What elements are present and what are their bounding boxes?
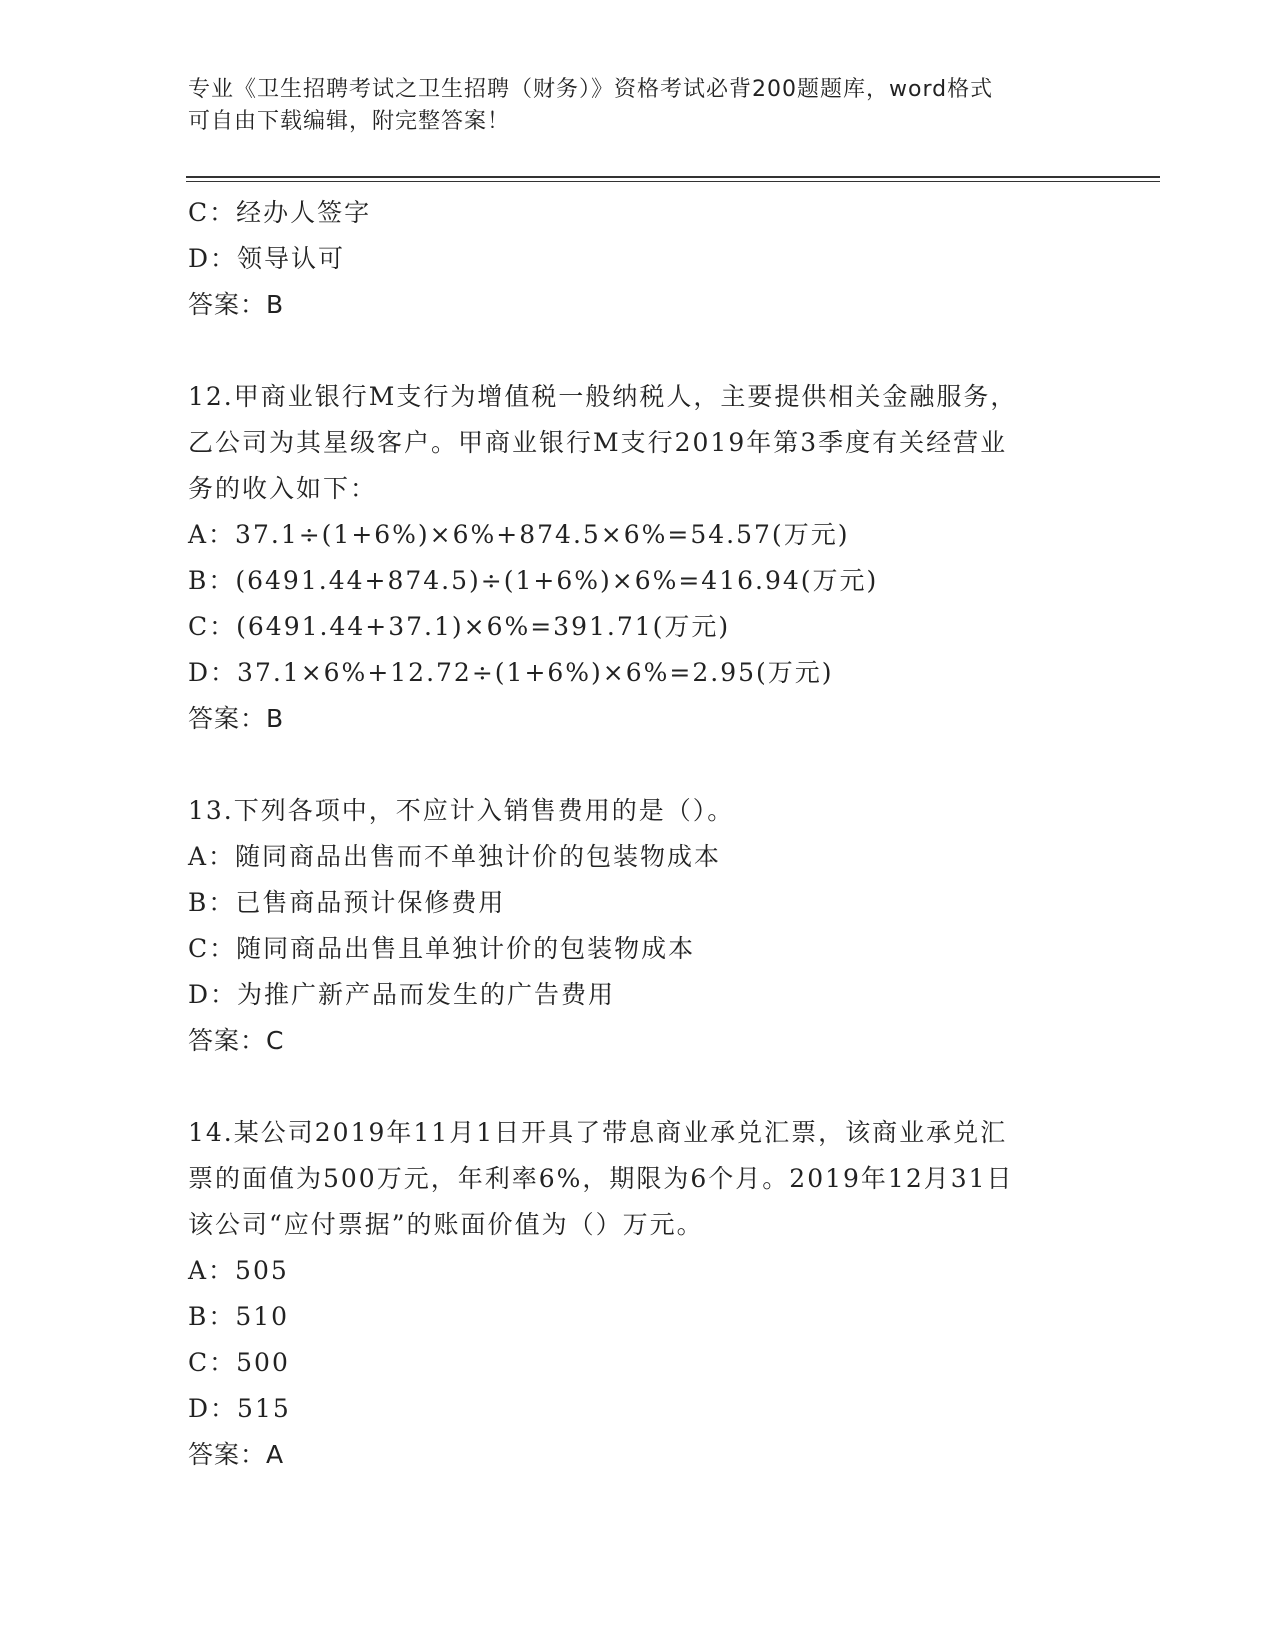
option-c: C：(6491.44+37.1)×6%=391.71(万元) xyxy=(188,612,731,641)
option-a: A：505 xyxy=(188,1256,289,1285)
option-d: D：515 xyxy=(188,1394,291,1423)
option-c: C：经办人签字 xyxy=(188,198,372,227)
question-13 xyxy=(188,788,1088,1064)
answer-line: 答案：B xyxy=(188,290,285,319)
header-line-1: 专业《卫生招聘考试之卫生招聘（财务）》资格考试必背200题题库，word格式 xyxy=(188,77,994,102)
question-stem-line: 票的面值为500万元，年利率6%，期限为6个月。2019年12月31日 xyxy=(188,1164,1014,1193)
question-stem-line: 乙公司为其星级客户。甲商业银行M支行2019年第3季度有关经营业 xyxy=(188,428,1008,457)
option-a: A：37.1÷(1+6%)×6%+874.5×6%=54.57(万元) xyxy=(188,520,850,549)
question-stem-line: 14.某公司2019年11月1日开具了带息商业承兑汇票，该商业承兑汇 xyxy=(188,1118,1008,1147)
question-12 xyxy=(188,374,1088,742)
option-c: C：随同商品出售且单独计价的包装物成本 xyxy=(188,934,696,963)
document-header xyxy=(188,74,1088,138)
question-stem-line: 13.下列各项中，不应计入销售费用的是（）。 xyxy=(188,796,735,825)
option-b: B：已售商品预计保修费用 xyxy=(188,888,506,917)
option-a: A：随同商品出售而不单独计价的包装物成本 xyxy=(188,842,722,871)
previous-question-tail xyxy=(188,190,1088,328)
option-b: B：510 xyxy=(188,1302,290,1331)
option-b: B：(6491.44+874.5)÷(1+6%)×6%=416.94(万元) xyxy=(188,566,879,595)
answer-line: 答案：A xyxy=(188,1440,285,1469)
header-divider-thin xyxy=(186,181,1160,182)
answer-line: 答案：B xyxy=(188,704,285,733)
header-divider xyxy=(186,176,1160,178)
question-stem-line: 该公司“应付票据”的账面价值为（）万元。 xyxy=(188,1210,704,1239)
header-line-2: 可自由下载编辑，附完整答案！ xyxy=(188,109,511,134)
question-list xyxy=(188,190,1088,1478)
question-stem-line: 务的收入如下： xyxy=(188,474,378,503)
option-d: D：领导认可 xyxy=(188,244,346,273)
option-d: D：为推广新产品而发生的广告费用 xyxy=(188,980,616,1009)
answer-line: 答案：C xyxy=(188,1026,285,1055)
option-c: C：500 xyxy=(188,1348,290,1377)
question-14 xyxy=(188,1110,1088,1478)
option-d: D：37.1×6%+12.72÷(1+6%)×6%=2.95(万元) xyxy=(188,658,834,687)
question-stem-line: 12.甲商业银行M支行为增值税一般纳税人，主要提供相关金融服务， xyxy=(188,382,1018,411)
